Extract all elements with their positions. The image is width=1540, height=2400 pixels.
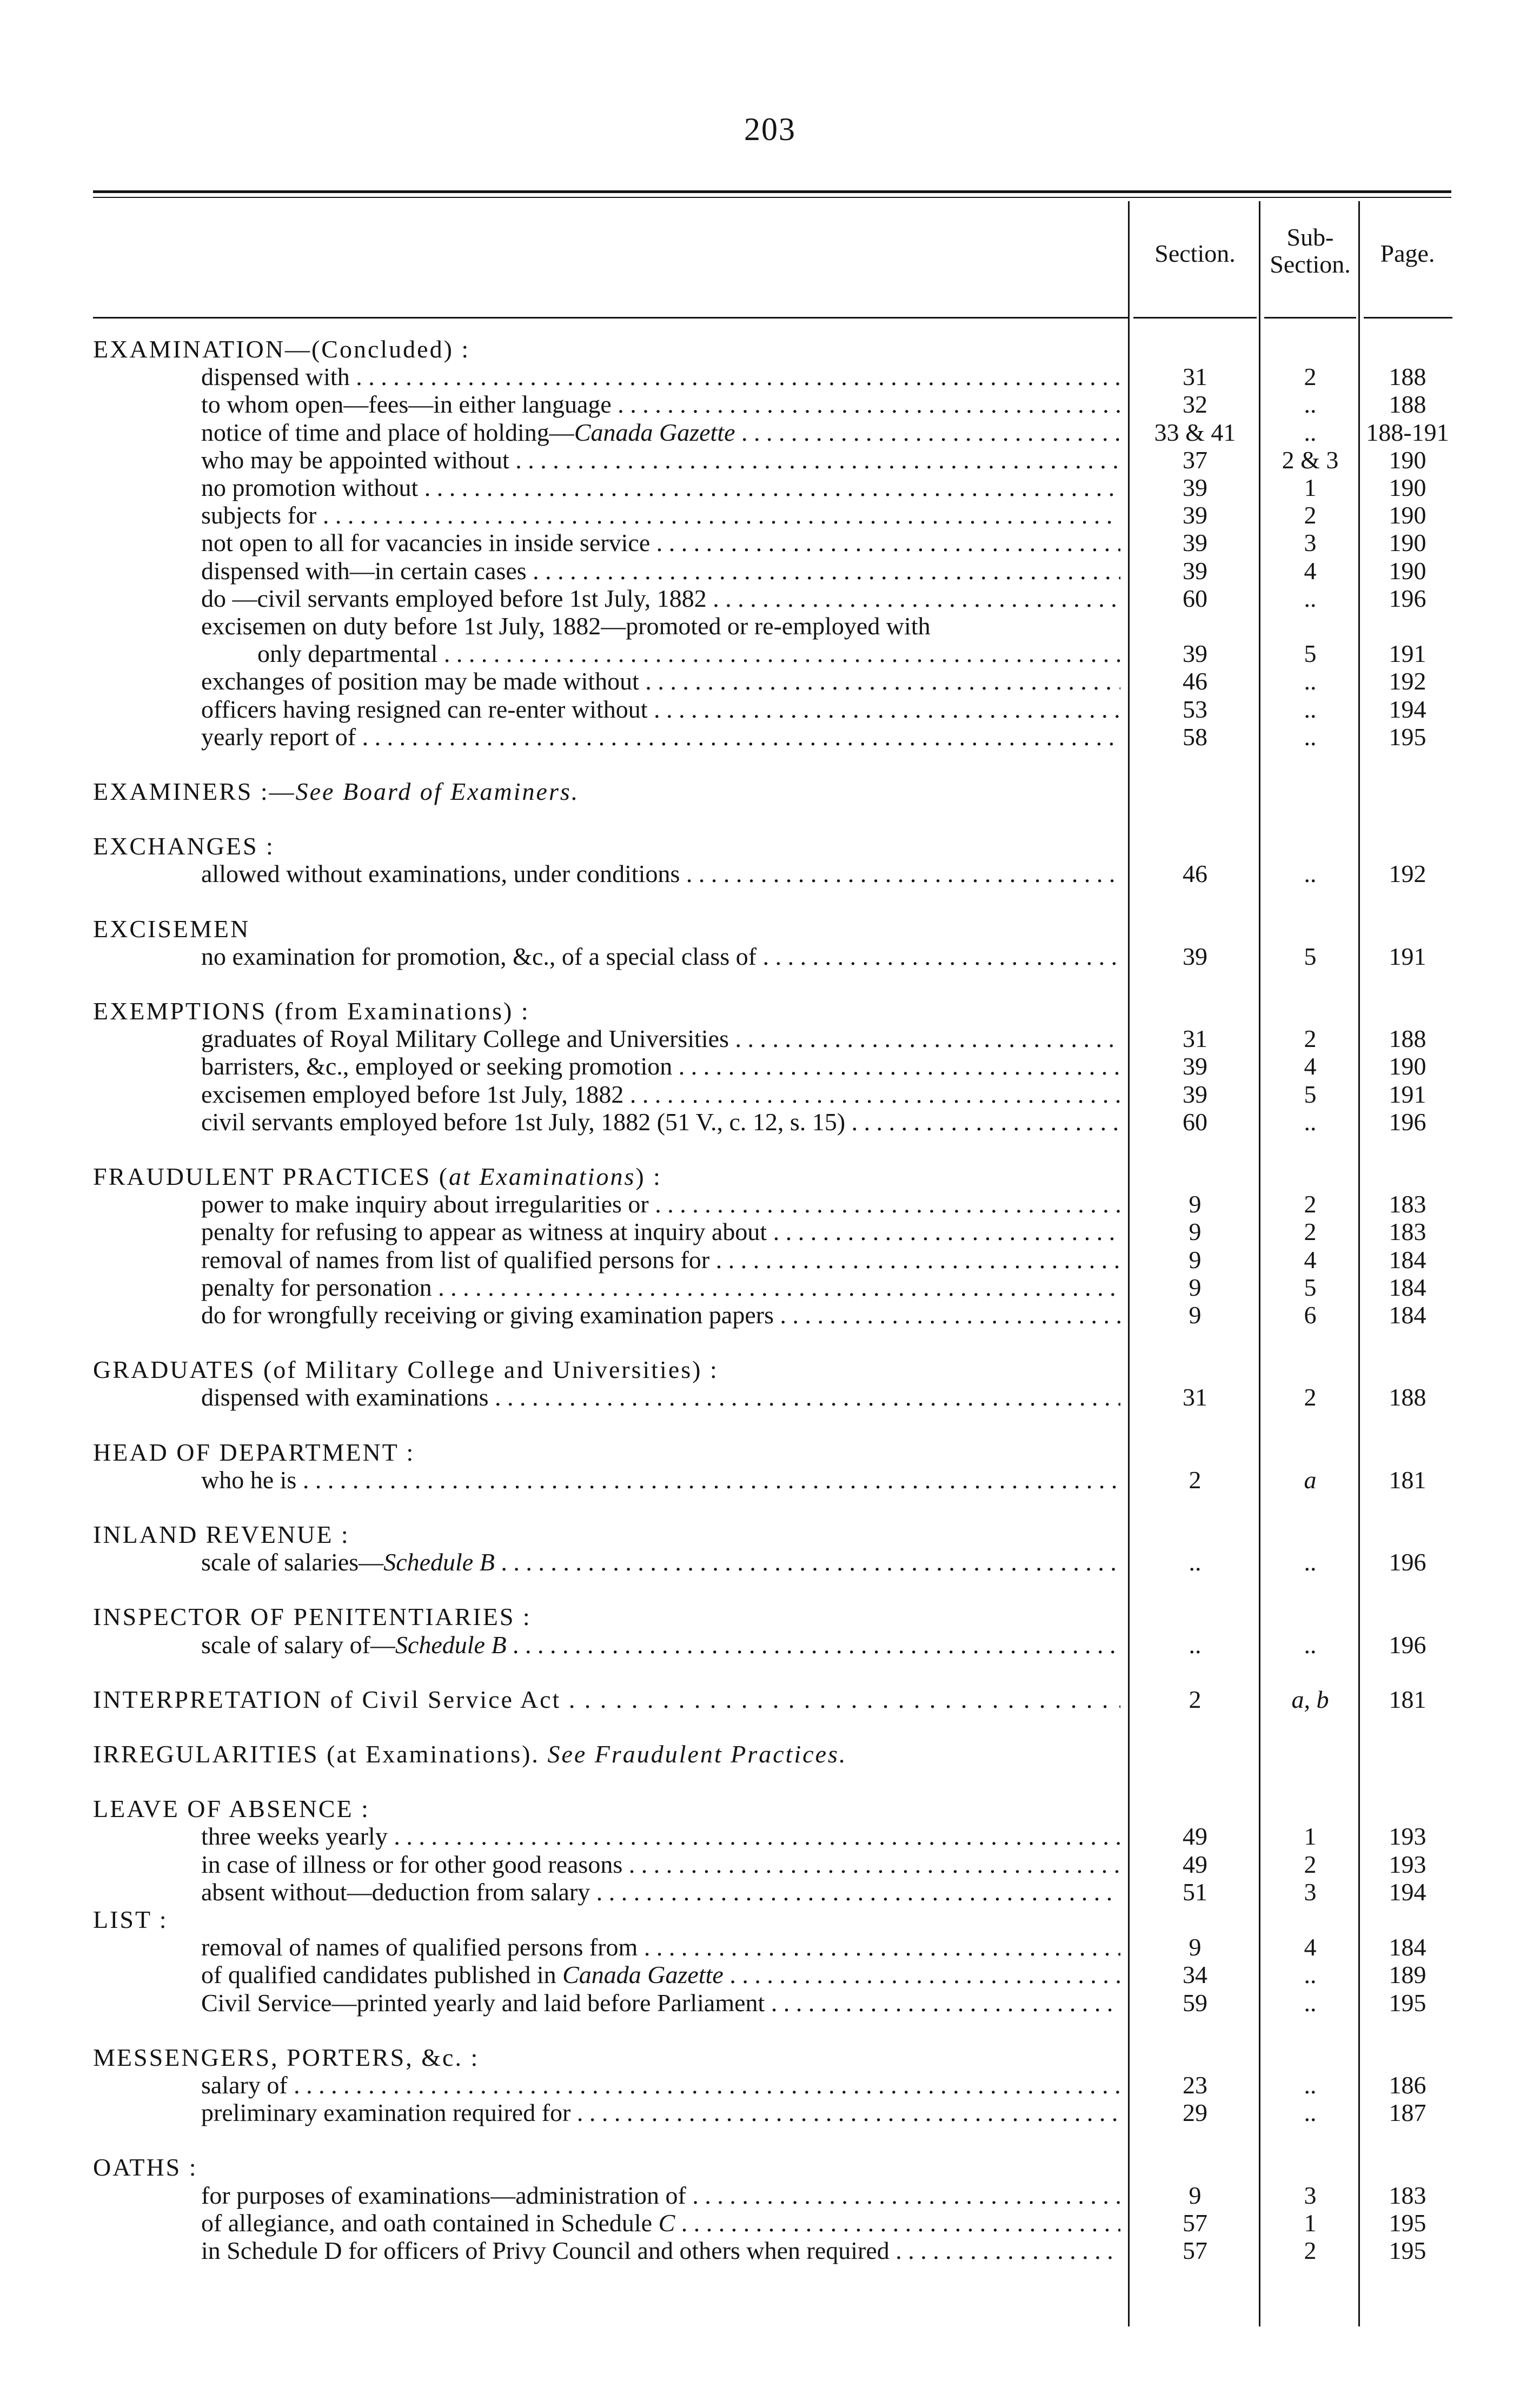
page-value: 191 — [1389, 640, 1426, 667]
subsection-value: 4 — [1304, 557, 1317, 585]
section-value: 34 — [1183, 1961, 1207, 1988]
index-entry-row — [0, 2099, 1540, 2127]
index-entry-row — [0, 1878, 1540, 1906]
section-value: 59 — [1183, 1989, 1207, 2017]
subsection-value: .. — [1304, 723, 1317, 751]
subsection-value: .. — [1304, 585, 1317, 612]
entry-text: EXCISEMEN — [93, 915, 250, 943]
subsection-value: 2 — [1304, 1218, 1317, 1245]
index-entry-row — [0, 2237, 1540, 2265]
page-value: 184 — [1389, 1301, 1426, 1329]
page-value: 190 — [1389, 474, 1426, 501]
entry-text: EXEMPTIONS (from Examinations) : — [93, 997, 530, 1025]
entry-italic-text: Schedule B — [395, 1631, 507, 1659]
page-value: 183 — [1389, 1190, 1426, 1218]
page-value: 181 — [1389, 1466, 1426, 1494]
subsection-value: .. — [1304, 1961, 1317, 1988]
subsection-value: .. — [1304, 667, 1317, 695]
entry-text: scale of salaries— — [201, 1548, 384, 1576]
section-value: 9 — [1189, 1218, 1202, 1245]
entry-text: no examination for promotion, &c., of a special class of — [201, 943, 757, 970]
subsection-value: 5 — [1304, 1274, 1317, 1301]
section-value: 9 — [1189, 1301, 1202, 1329]
index-entry-row — [0, 474, 1540, 502]
index-heading-row — [0, 1163, 1540, 1191]
subsection-value: 1 — [1304, 474, 1317, 501]
entry-text: Civil Service—printed yearly and laid before Parliament — [201, 1989, 765, 2017]
page-value: 186 — [1389, 2071, 1426, 2099]
subsection-value: 5 — [1304, 1080, 1317, 1108]
section-value: 39 — [1183, 474, 1207, 501]
index-entry-row — [0, 529, 1540, 557]
index-heading-row — [0, 1906, 1540, 1934]
entry-text: who he is — [201, 1466, 297, 1494]
subsection-value: .. — [1304, 1631, 1317, 1659]
entry-text: EXAMINATION—(Concluded) : — [93, 335, 470, 363]
index-heading-row — [0, 1521, 1540, 1549]
section-value: 60 — [1183, 585, 1207, 612]
section-value: 39 — [1183, 501, 1207, 529]
entry-text: preliminary examination required for — [201, 2099, 571, 2126]
page-value: 189 — [1389, 1961, 1426, 1988]
subsection-value: .. — [1304, 2071, 1317, 2099]
section-value: 9 — [1189, 1933, 1202, 1961]
index-entry-row — [0, 612, 1540, 640]
section-value: .. — [1189, 1631, 1202, 1659]
subsection-value: .. — [1304, 1989, 1317, 2017]
entry-text: subjects for — [201, 501, 317, 529]
section-value: 39 — [1183, 1052, 1207, 1080]
page-value: 188 — [1389, 390, 1426, 418]
subsection-value: 2 & 3 — [1282, 446, 1339, 474]
subsection-value: .. — [1304, 1108, 1317, 1136]
entry-text: only departmental — [257, 640, 438, 667]
entry-text: dispensed with examinations — [201, 1383, 489, 1411]
index-entry-row — [0, 1080, 1540, 1109]
entry-text: GRADUATES (of Military College and Universities) : — [93, 1356, 719, 1383]
index-heading-row — [0, 1356, 1540, 1384]
page-value: 190 — [1389, 529, 1426, 556]
section-value: 39 — [1183, 557, 1207, 585]
entry-text: who may be appointed without — [201, 446, 509, 474]
section-value: 53 — [1183, 695, 1207, 723]
entry-italic-text: C — [658, 2209, 675, 2237]
index-heading-row — [0, 2153, 1540, 2182]
index-heading-row — [0, 915, 1540, 943]
page-value: 190 — [1389, 446, 1426, 474]
subsection-value: 5 — [1304, 640, 1317, 667]
index-entry-row — [0, 1822, 1540, 1851]
page-value: 193 — [1389, 1822, 1426, 1850]
subsection-value: .. — [1304, 860, 1317, 887]
entry-italic-text: Canada Gazette — [562, 1961, 723, 1988]
page-value: 190 — [1389, 557, 1426, 585]
index-entry-row — [0, 501, 1540, 529]
section-value: 60 — [1183, 1108, 1207, 1136]
entry-text: excisemen employed before 1st July, 1882 — [201, 1080, 624, 1108]
subsection-value: 3 — [1304, 1878, 1317, 1906]
section-value: 31 — [1183, 1025, 1207, 1052]
index-entry-row — [0, 390, 1540, 419]
page-value: 188 — [1389, 363, 1426, 390]
entry-text: penalty for personation — [201, 1274, 432, 1301]
entry-text: not open to all for vacancies in inside service — [201, 529, 650, 556]
entry-text: notice of time and place of holding— — [201, 419, 574, 446]
index-entry-row — [0, 1933, 1540, 1961]
section-value: 23 — [1183, 2071, 1207, 2099]
subsection-value: a, b — [1291, 1686, 1329, 1713]
entry-text: IRREGULARITIES (at Examinations). — [93, 1740, 548, 1768]
subsection-value: 6 — [1304, 1301, 1317, 1329]
section-value: 37 — [1183, 446, 1207, 474]
entry-text: excisemen on duty before 1st July, 1882—promoted or re-employed with — [201, 612, 931, 640]
entry-text: exchanges of position may be made without — [201, 667, 639, 695]
subsection-value: 1 — [1304, 1822, 1317, 1850]
index-entry-row — [0, 1190, 1540, 1218]
subsection-value: .. — [1304, 2099, 1317, 2126]
section-value: 31 — [1183, 363, 1207, 390]
subsection-value: 2 — [1304, 1025, 1317, 1052]
section-value: 2 — [1189, 1466, 1202, 1494]
index-entry-row — [0, 1052, 1540, 1080]
page-value: 192 — [1389, 667, 1426, 695]
header-section: Section. — [1154, 240, 1236, 267]
section-value: 49 — [1183, 1851, 1207, 1878]
page-value: 196 — [1389, 1548, 1426, 1576]
subsection-value: 1 — [1304, 2209, 1317, 2237]
page-value: 183 — [1389, 2182, 1426, 2209]
entry-text: officers having resigned can re-enter without — [201, 695, 648, 723]
index-heading-row — [0, 1686, 1540, 1714]
index-heading-row — [0, 1740, 1540, 1768]
entry-suffix-text: ) : — [635, 1163, 662, 1190]
section-value: 39 — [1183, 529, 1207, 556]
entry-text: allowed without examinations, under conditions — [201, 860, 680, 887]
entry-text: scale of salary of— — [201, 1631, 395, 1659]
page-value: 192 — [1389, 860, 1426, 887]
entry-text: of allegiance, and oath contained in Schedule — [201, 2209, 659, 2237]
index-entry-row — [0, 419, 1540, 447]
page-value: 184 — [1389, 1246, 1426, 1274]
entry-text: do for wrongfully receiving or giving examination papers — [201, 1301, 774, 1329]
index-entry-row — [0, 2209, 1540, 2237]
page-value: 190 — [1389, 1052, 1426, 1080]
entry-text: HEAD OF DEPARTMENT : — [93, 1438, 415, 1466]
section-value: 39 — [1183, 1080, 1207, 1108]
entry-text: absent without—deduction from salary — [201, 1878, 590, 1906]
index-entry-row — [0, 1301, 1540, 1329]
subsection-value: 4 — [1304, 1246, 1317, 1274]
section-value: 57 — [1183, 2237, 1207, 2264]
subsection-value: 4 — [1304, 1933, 1317, 1961]
subsection-value: 4 — [1304, 1052, 1317, 1080]
page-value: 196 — [1389, 585, 1426, 612]
entry-text: no promotion without — [201, 474, 419, 501]
index-entry-row — [0, 1989, 1540, 2017]
section-value: 33 & 41 — [1154, 419, 1236, 446]
page-value: 195 — [1389, 1989, 1426, 2017]
entry-text: three weeks yearly — [201, 1822, 388, 1850]
section-value: 9 — [1189, 2182, 1202, 2209]
section-value: 32 — [1183, 390, 1207, 418]
section-value: 46 — [1183, 860, 1207, 887]
entry-text: penalty for refusing to appear as witness at inquiry about — [201, 1218, 767, 1245]
page-value: 190 — [1389, 501, 1426, 529]
index-heading-row — [0, 1438, 1540, 1467]
entry-text: power to make inquiry about irregularities or — [201, 1190, 649, 1218]
subsection-value: 2 — [1304, 363, 1317, 390]
index-entry-row — [0, 1631, 1540, 1659]
subsection-value: 3 — [1304, 2182, 1317, 2209]
entry-text: in case of illness or for other good reasons — [201, 1851, 623, 1878]
subsection-value: .. — [1304, 390, 1317, 418]
page-value: 183 — [1389, 1218, 1426, 1245]
index-entry-row — [0, 557, 1540, 585]
page-value: 188 — [1389, 1383, 1426, 1411]
index-entry-row — [0, 1548, 1540, 1576]
entry-text: MESSENGERS, PORTERS, &c. : — [93, 2044, 480, 2071]
page-value: 195 — [1389, 723, 1426, 751]
subsection-value: 2 — [1304, 1383, 1317, 1411]
index-heading-row — [0, 1795, 1540, 1823]
index-heading-row — [0, 997, 1540, 1025]
entry-text: of qualified candidates published in — [201, 1961, 563, 1988]
header-page: Page. — [1380, 240, 1435, 267]
page-value: 191 — [1389, 943, 1426, 970]
index-entry-row — [0, 723, 1540, 751]
page-value: 196 — [1389, 1108, 1426, 1136]
page-value: 181 — [1389, 1686, 1426, 1713]
entry-text: civil servants employed before 1st July, 1882 (51 V., c. 12, s. 15) — [201, 1108, 846, 1136]
page-value: 193 — [1389, 1851, 1426, 1878]
subsection-value: .. — [1304, 695, 1317, 723]
entry-text: graduates of Royal Military College and Universities — [201, 1025, 729, 1052]
section-value: .. — [1189, 1548, 1202, 1576]
index-entry-row — [0, 446, 1540, 474]
entry-text: salary of — [201, 2071, 288, 2099]
page-value: 184 — [1389, 1933, 1426, 1961]
index-entry-row — [0, 1961, 1540, 1989]
index-entry-row — [0, 1383, 1540, 1411]
page-value: 195 — [1389, 2237, 1426, 2264]
index-heading-row — [0, 832, 1540, 860]
page-value: 194 — [1389, 695, 1426, 723]
subsection-value: 2 — [1304, 501, 1317, 529]
subsection-value: 2 — [1304, 1851, 1317, 1878]
entry-italic-text: See Board of Examiners. — [295, 778, 580, 805]
section-value: 2 — [1189, 1686, 1202, 1713]
index-entry-row — [0, 1246, 1540, 1274]
header-sub-section: Sub-Section. — [1270, 223, 1351, 278]
section-value: 51 — [1183, 1878, 1207, 1906]
entry-text: for purposes of examinations—administration of — [201, 2182, 686, 2209]
entry-text: to whom open—fees—in either language — [201, 390, 612, 418]
section-value: 9 — [1189, 1246, 1202, 1274]
index-entry-row — [0, 1274, 1540, 1302]
subsection-value: 5 — [1304, 943, 1317, 970]
subsection-value: .. — [1304, 1548, 1317, 1576]
index-heading-row — [0, 1603, 1540, 1631]
entry-text: yearly report of — [201, 723, 356, 751]
page-value: 188-191 — [1366, 419, 1449, 446]
page-value: 196 — [1389, 1631, 1426, 1659]
entry-text: FRAUDULENT PRACTICES ( — [93, 1163, 449, 1190]
entry-text: dispensed with—in certain cases — [201, 557, 527, 585]
entry-text: OATHS : — [93, 2153, 198, 2181]
index-entry-row — [0, 1466, 1540, 1494]
index-entry-row — [0, 860, 1540, 888]
index-entry-row — [0, 943, 1540, 971]
page-value: 194 — [1389, 1878, 1426, 1906]
section-value: 39 — [1183, 943, 1207, 970]
subsection-value: 2 — [1304, 1190, 1317, 1218]
entry-text: INLAND REVENUE : — [93, 1521, 350, 1548]
entry-text: EXAMINERS :— — [93, 778, 296, 805]
entry-italic-text: Schedule B — [383, 1548, 495, 1576]
page-value: 184 — [1389, 1274, 1426, 1301]
index-heading-row — [0, 335, 1540, 363]
section-value: 46 — [1183, 667, 1207, 695]
index-heading-row — [0, 778, 1540, 806]
index-entry-row — [0, 640, 1540, 668]
section-value: 58 — [1183, 723, 1207, 751]
entry-text: LIST : — [93, 1906, 168, 1933]
entry-text: LEAVE OF ABSENCE : — [93, 1795, 370, 1822]
entry-italic-text: See Fraudulent Practices. — [547, 1740, 847, 1768]
entry-text: do —civil servants employed before 1st July, 1882 — [201, 585, 707, 612]
index-entry-row — [0, 2071, 1540, 2099]
index-entry-row — [0, 2182, 1540, 2210]
section-value: 9 — [1189, 1190, 1202, 1218]
entry-text: dispensed with — [201, 363, 350, 390]
section-value: 49 — [1183, 1822, 1207, 1850]
index-heading-row — [0, 2044, 1540, 2072]
entry-text: INSPECTOR OF PENITENTIARIES : — [93, 1603, 532, 1630]
index-entry-row — [0, 667, 1540, 695]
entry-text: EXCHANGES : — [93, 832, 275, 860]
section-value: 31 — [1183, 1383, 1207, 1411]
entry-italic-text: Canada Gazette — [574, 419, 735, 446]
entry-text: removal of names from list of qualified persons for — [201, 1246, 710, 1274]
index-entry-row — [0, 1218, 1540, 1246]
subsection-value: .. — [1304, 419, 1317, 446]
entry-italic-text: at Examinations — [449, 1163, 636, 1190]
index-entry-row — [0, 585, 1540, 613]
subsection-value: 3 — [1304, 529, 1317, 556]
index-entry-row — [0, 695, 1540, 724]
page-value: 188 — [1389, 1025, 1426, 1052]
page-value: 191 — [1389, 1080, 1426, 1108]
entry-text: INTERPRETATION of Civil Service Act — [93, 1686, 561, 1713]
index-entry-row — [0, 1025, 1540, 1053]
section-value: 39 — [1183, 640, 1207, 667]
section-value: 29 — [1183, 2099, 1207, 2126]
page-value: 187 — [1389, 2099, 1426, 2126]
index-entry-row — [0, 363, 1540, 391]
entry-text: in Schedule D for officers of Privy Council and others when required — [201, 2237, 890, 2264]
page-number: 203 — [744, 111, 796, 147]
subsection-value: a — [1304, 1466, 1317, 1494]
section-value: 9 — [1189, 1274, 1202, 1301]
section-value: 57 — [1183, 2209, 1207, 2237]
page-value: 195 — [1389, 2209, 1426, 2237]
index-entry-row — [0, 1851, 1540, 1879]
index-entry-row — [0, 1108, 1540, 1136]
entry-text: removal of names of qualified persons from — [201, 1933, 638, 1961]
entry-text: barristers, &c., employed or seeking promotion — [201, 1052, 673, 1080]
subsection-value: 2 — [1304, 2237, 1317, 2264]
